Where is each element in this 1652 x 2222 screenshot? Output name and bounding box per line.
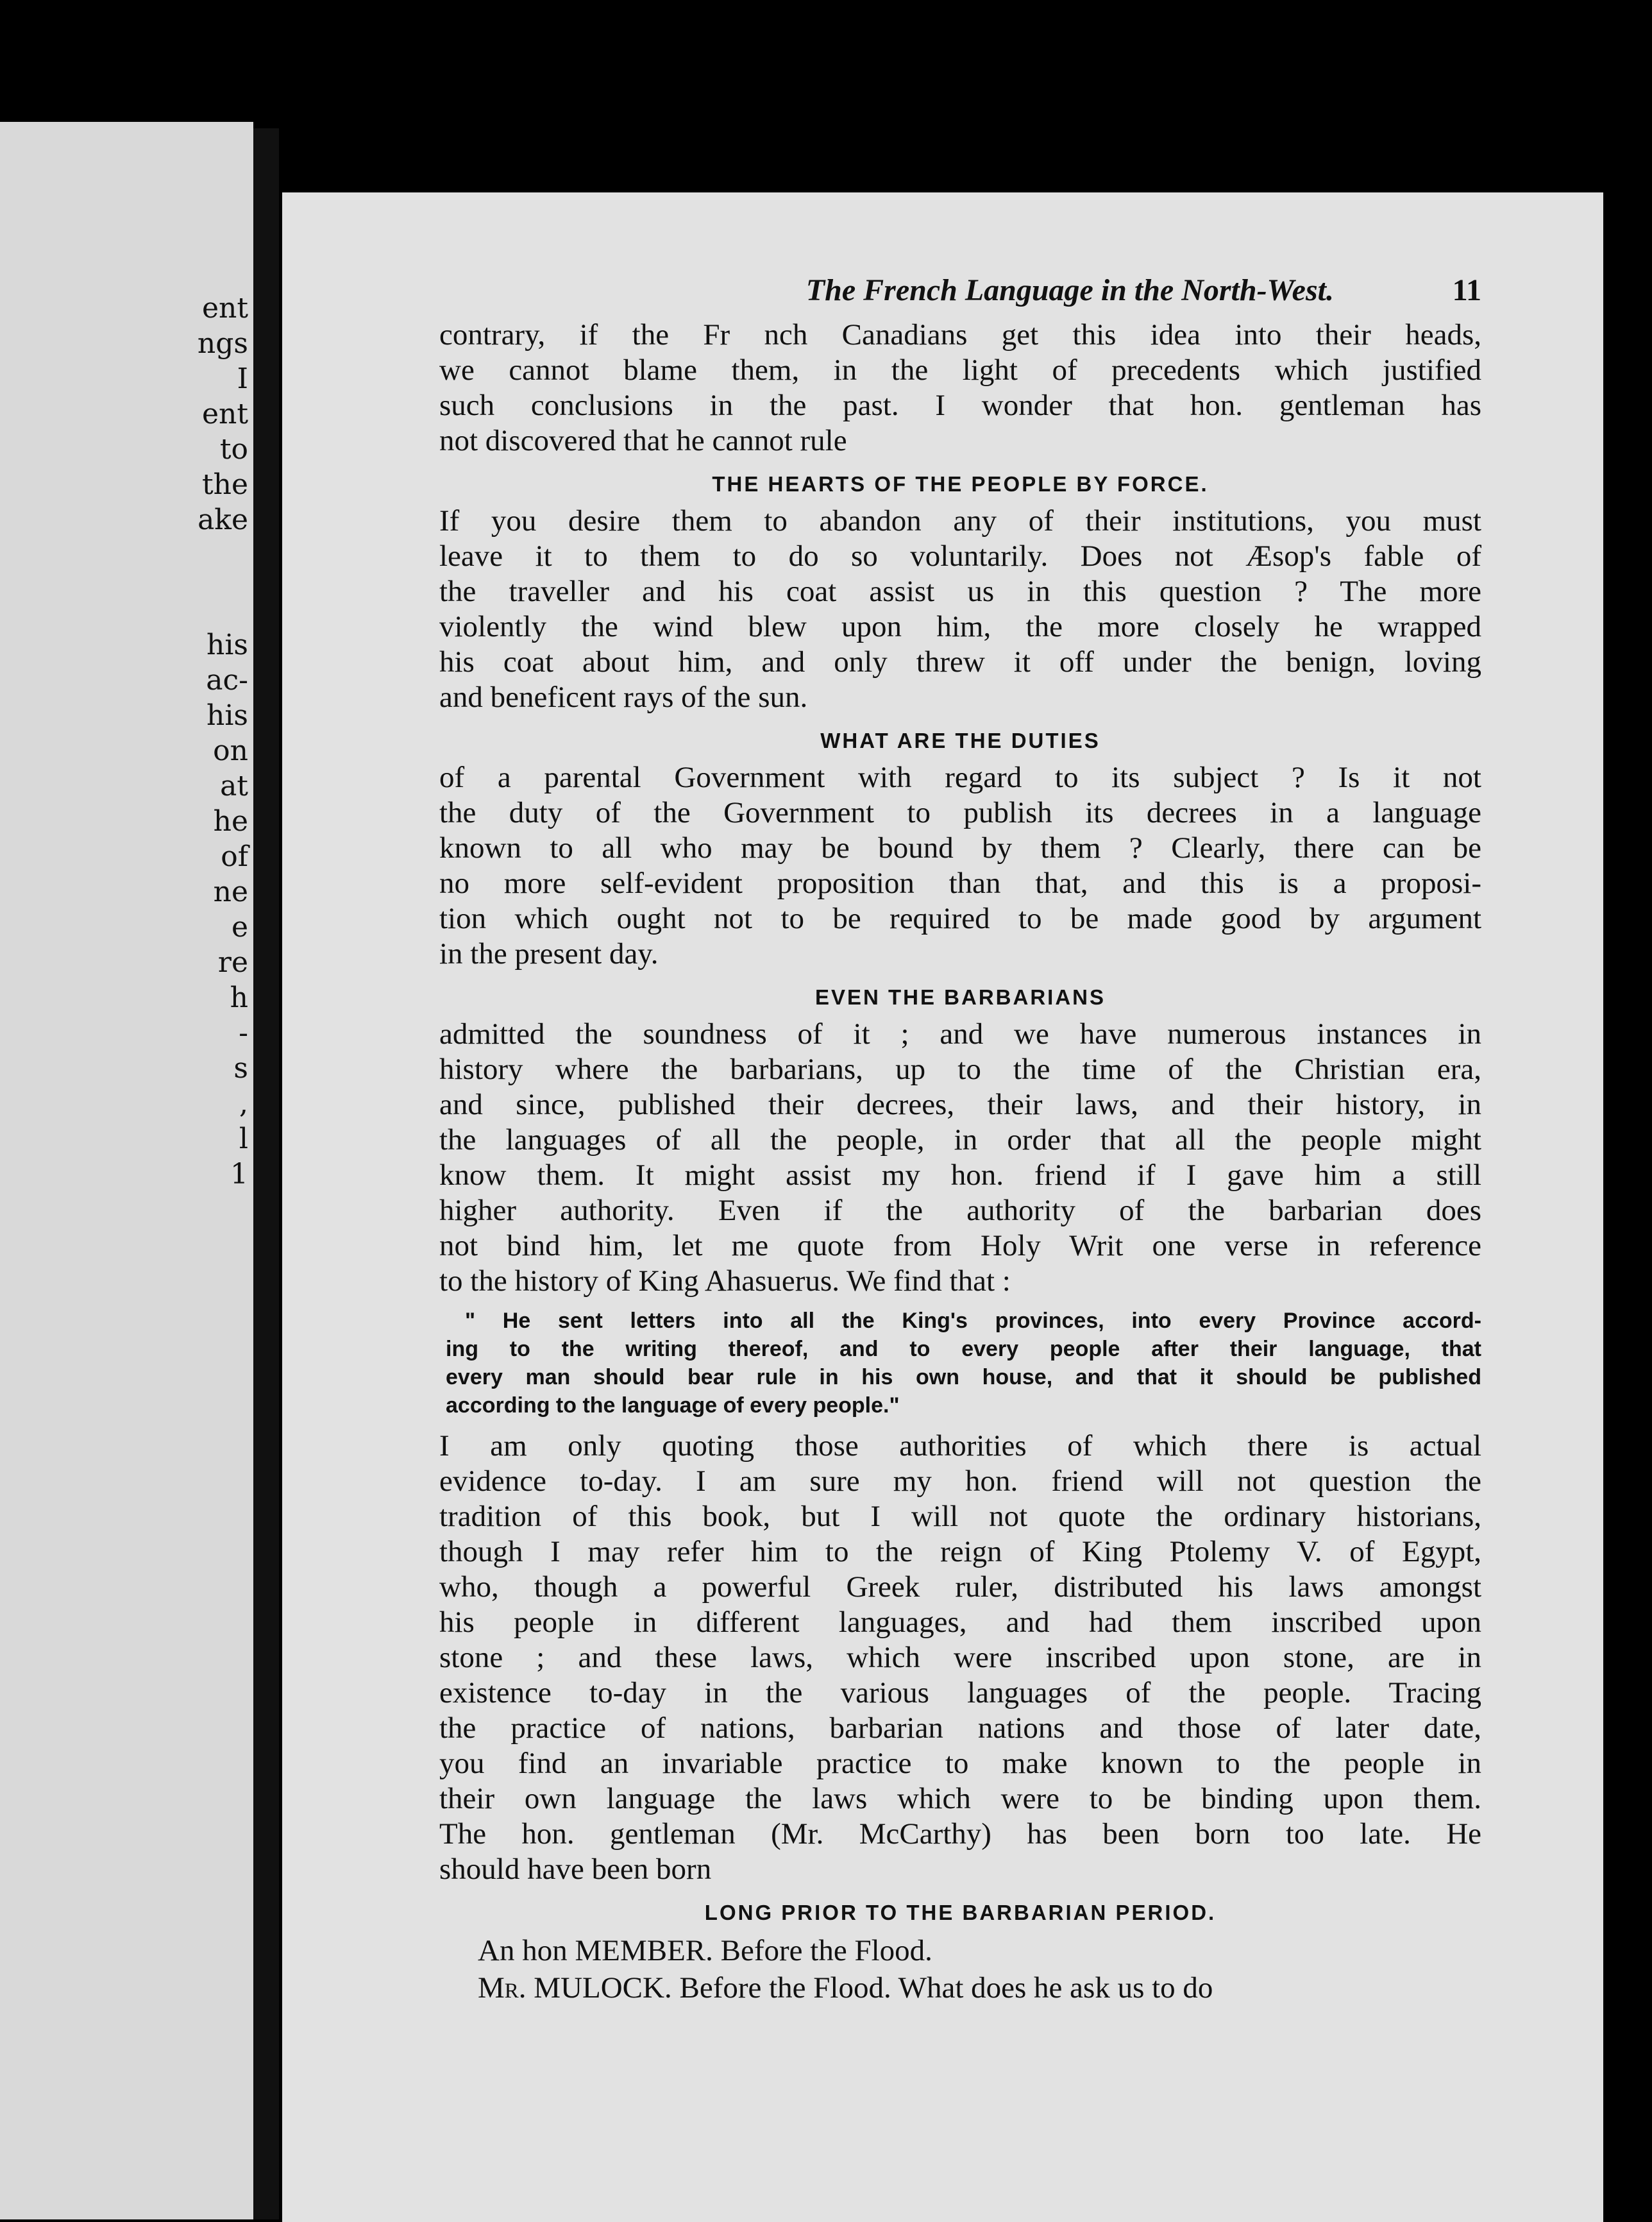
text-line: stone ; and these laws, which were inscribed upon stone, are in [439, 1641, 1481, 1674]
subheading-hearts: THE HEARTS OF THE PEOPLE BY FORCE. [712, 472, 1209, 496]
text-line: we cannot blame them, in the light of precedents which justified [439, 353, 1481, 387]
speaker-name: MEMBER. [575, 1934, 713, 1967]
text-line: no more self-evident proposition than that, and this is a proposi- [439, 867, 1481, 900]
dialogue-text: Before the Flood. [712, 1934, 932, 1967]
left-page-fragment: ake [198, 504, 248, 536]
quote-line: " He sent letters into all the King's provinces, into every Province accord- [465, 1309, 1481, 1333]
text-line: admitted the soundness of it ; and we have numerous instances in [439, 1017, 1481, 1051]
left-page-fragment: on [213, 734, 248, 767]
text-line: should have been born [439, 1853, 712, 1886]
text-line: you find an invariable practice to make known to the people in [439, 1747, 1481, 1780]
left-page-fragment: , [239, 1087, 248, 1120]
subheading-duties: WHAT ARE THE DUTIES [820, 729, 1100, 752]
dialogue [439, 1932, 1481, 2006]
text-line: the traveller and his coat assist us in this question ? The more [439, 575, 1481, 608]
paragraph-5 [439, 1429, 1481, 1887]
left-page-fragment: h [230, 981, 248, 1014]
subheading-long-prior: LONG PRIOR TO THE BARBARIAN PERIOD. [704, 1901, 1217, 1924]
text-line: tion which ought not to be required to be made good by argument [439, 902, 1481, 935]
quote-line: every man should bear rule in his own house, and that it should be published [446, 1365, 1481, 1389]
left-page-fragment: e [231, 911, 248, 944]
text-line: and since, published their decrees, their laws, and their history, in [439, 1088, 1481, 1121]
dialogue-prefix: An hon [478, 1934, 575, 1967]
left-page-fragment: his [206, 629, 248, 661]
left-page-fragment: s [233, 1052, 248, 1085]
text-line: in the present day. [439, 937, 659, 971]
speaker-name: Mr. MULOCK. [478, 1971, 672, 2005]
page-number: 11 [1452, 273, 1481, 307]
left-page-fragment: 1 [230, 1158, 248, 1191]
text-line: I am only quoting those authorities of which there is actual [439, 1429, 1481, 1463]
text-line: and beneficent rays of the sun. [439, 681, 808, 714]
text-line: tradition of this book, but I will not quote the ordinary historians, [439, 1500, 1481, 1533]
paragraph-4 [439, 1017, 1481, 1299]
text-line: of a parental Government with regard to its subject ? Is it not [439, 761, 1481, 794]
paragraph-2 [439, 504, 1481, 715]
paragraph-1 [439, 318, 1481, 459]
text-line: his coat about him, and only threw it off under the benign, loving [439, 645, 1481, 679]
running-head [439, 273, 1481, 318]
quote-line: according to the language of every people." [446, 1393, 900, 1418]
text-line: history where the barbarians, up to the time of the Christian era, [439, 1053, 1481, 1086]
left-page-fragment: - [239, 1017, 248, 1049]
paragraph-3 [439, 760, 1481, 972]
text-line: violently the wind blew upon him, the more closely he wrapped [439, 610, 1481, 643]
text-line: contrary, if the Fr nch Canadians get this idea into their heads, [439, 318, 1481, 352]
dialogue-line-mulock [439, 1969, 1481, 2006]
text-line: existence to-day in the various languages of the people. Tracing [439, 1676, 1481, 1709]
subheading-barbarians: EVEN THE BARBARIANS [814, 985, 1106, 1009]
left-page-fragment: ngs [197, 327, 248, 360]
left-page-fragment: at [220, 770, 248, 802]
text-line: the duty of the Government to publish its decrees in a language [439, 796, 1481, 829]
left-page-fragment: he [213, 805, 248, 838]
text-line: know them. It might assist my hon. friend if I gave him a still [439, 1158, 1481, 1192]
dialogue-text: Before the Flood. What does he ask us to do [671, 1971, 1213, 2005]
left-page-fragment: ent [201, 292, 248, 325]
text-line: such conclusions in the past. I wonder that hon. gentleman has [439, 389, 1481, 422]
text-line: The hon. gentleman (Mr. McCarthy) has been born too late. He [439, 1817, 1481, 1851]
left-page-fragment: ne [213, 876, 248, 908]
left-page-fragment: ac- [206, 664, 248, 697]
page [282, 192, 1603, 2222]
left-page-fragment: re [217, 946, 248, 979]
dialogue-line-member [439, 1932, 1481, 1969]
left-page-fragment: his [206, 699, 248, 732]
left-page-fragment: I [237, 362, 248, 395]
text-line: not discovered that he cannot rule [439, 424, 847, 457]
text-line: leave it to them to do so voluntarily. Does not Æsop's fable of [439, 539, 1481, 573]
text-line: not bind him, let me quote from Holy Writ one verse in reference [439, 1229, 1481, 1262]
text-line: who, though a powerful Greek ruler, distributed his laws amongst [439, 1570, 1481, 1604]
text-line: though I may refer him to the reign of King Ptolemy V. of Egypt, [439, 1535, 1481, 1568]
text-line: If you desire them to abandon any of their institutions, you must [439, 504, 1481, 538]
text-line: higher authority. Even if the authority of the barbarian does [439, 1194, 1481, 1227]
text-line: their own language the laws which were to be binding upon them. [439, 1782, 1481, 1815]
left-facing-page [0, 122, 253, 2219]
left-page-fragment: the [201, 468, 248, 501]
text-line: the practice of nations, barbarian nations and those of later date, [439, 1711, 1481, 1745]
text-line: his people in different languages, and had them inscribed upon [439, 1606, 1481, 1639]
left-page-fragment: to [219, 433, 248, 466]
binding-gutter [253, 128, 279, 2219]
text-line: the languages of all the people, in order that all the people might [439, 1123, 1481, 1157]
left-page-fragment: of [221, 840, 248, 873]
quote-line: ing to the writing thereof, and to every people after their language, that [446, 1337, 1481, 1361]
text-line: to the history of King Ahasuerus. We find that : [439, 1264, 1011, 1298]
left-page-fragment: l [239, 1123, 248, 1155]
running-title: The French Language in the North-West. [805, 273, 1334, 307]
scripture-quote [439, 1307, 1481, 1420]
text-line: evidence to-day. I am sure my hon. friend will not question the [439, 1464, 1481, 1498]
page-content [439, 273, 1481, 2006]
left-page-fragment: ent [201, 398, 248, 430]
text-line: known to all who may be bound by them ? Clearly, there can be [439, 831, 1481, 865]
